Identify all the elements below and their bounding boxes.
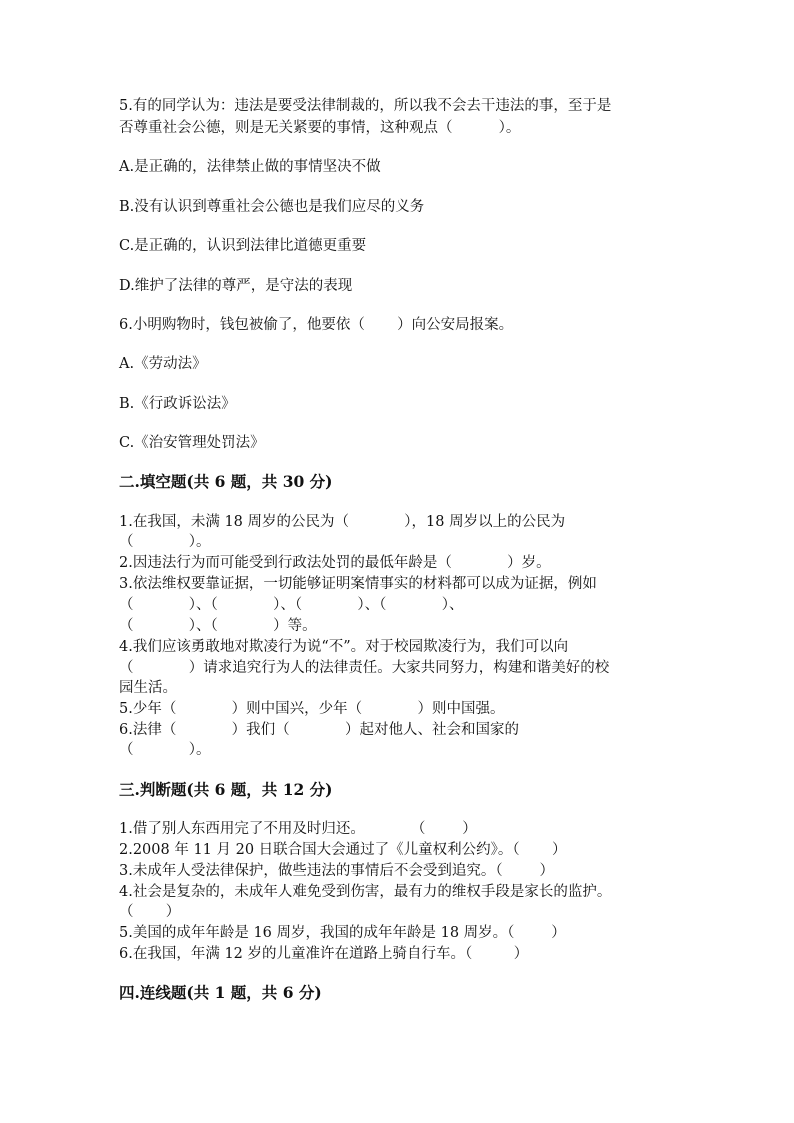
fill-line: （ ）、（ ）、（ ）、（ ）、 [119, 597, 464, 613]
fill-line: （ ）。 [119, 534, 211, 550]
judge-line: 3.未成年人受法律保护，做些违法的事情后不会受到追究。（ ） [119, 863, 554, 879]
fill-line: 4.我们应该勇敢地对欺凌行为说“不”。对于校园欺凌行为，我们可以向 [119, 639, 569, 655]
fill-line: 2.因违法行为而可能受到行政法处罚的最低年龄是（ ）岁。 [119, 555, 551, 571]
fill-line: （ ）请求追究行为人的法律责任。大家共同努力，构建和谐美好的校 [119, 660, 610, 676]
question-6-option-a: A.《劳动法》 [119, 356, 207, 372]
judge-line: 1.借了别人东西用完了不用及时归还。 （ ） [119, 821, 477, 837]
fill-line: 3.依法维权要靠证据，一切能够证明案情事实的材料都可以成为证据，例如 [119, 576, 597, 592]
fill-line: （ ）。 [119, 742, 211, 758]
question-5-option-c: C.是正确的，认识到法律比道德更重要 [119, 238, 367, 254]
fill-line: 6.法律（ ）我们（ ）起对他人、社会和国家的 [119, 722, 519, 738]
question-6-stem: 6.小明购物时，钱包被偷了，他要依（ ）向公安局报案。 [119, 317, 514, 333]
section-2-heading: 二.填空题(共 6 题，共 30 分) [119, 472, 333, 491]
judge-line: （ ） [119, 904, 181, 920]
section-3-heading: 三.判断题(共 6 题，共 12 分) [119, 780, 333, 799]
judge-line: 6.在我国，年满 12 岁的儿童准许在道路上骑自行车。（ ） [119, 946, 529, 962]
question-6-option-c: C.《治安管理处罚法》 [119, 435, 265, 451]
question-5-option-d: D.维护了法律的尊严，是守法的表现 [119, 278, 353, 294]
fill-line: （ ）、（ ）等。 [119, 618, 317, 634]
judge-line: 2.2008 年 11 月 20 日联合国大会通过了《儿童权利公约》。（ ） [119, 842, 567, 858]
fill-line: 园生活。 [119, 680, 177, 696]
judge-line: 4.社会是复杂的，未成年人难免受到伤害，最有力的维权手段是家长的监护。 [119, 884, 612, 900]
question-5-option-b: B.没有认识到尊重社会公德也是我们应尽的义务 [119, 199, 425, 215]
question-5-stem-line1: 5.有的同学认为：违法是要受法律制裁的，所以我不会去干违法的事，至于是 [119, 98, 612, 114]
question-5-option-a: A.是正确的，法律禁止做的事情坚决不做 [119, 159, 381, 175]
judge-line: 5.美国的成年年龄是 16 周岁，我国的成年年龄是 18 周岁。（ ） [119, 925, 566, 941]
question-5-stem-line2: 否尊重社会公德，则是无关紧要的事情，这种观点（ ）。 [119, 120, 521, 136]
fill-line: 5.少年（ ）则中国兴，少年（ ）则中国强。 [119, 701, 505, 717]
fill-line: 1.在我国，未满 18 周岁的公民为（ ），18 周岁以上的公民为 [119, 514, 566, 530]
section-4-heading: 四.连线题(共 1 题，共 6 分) [119, 983, 322, 1002]
question-6-option-b: B.《行政诉讼法》 [119, 396, 236, 412]
